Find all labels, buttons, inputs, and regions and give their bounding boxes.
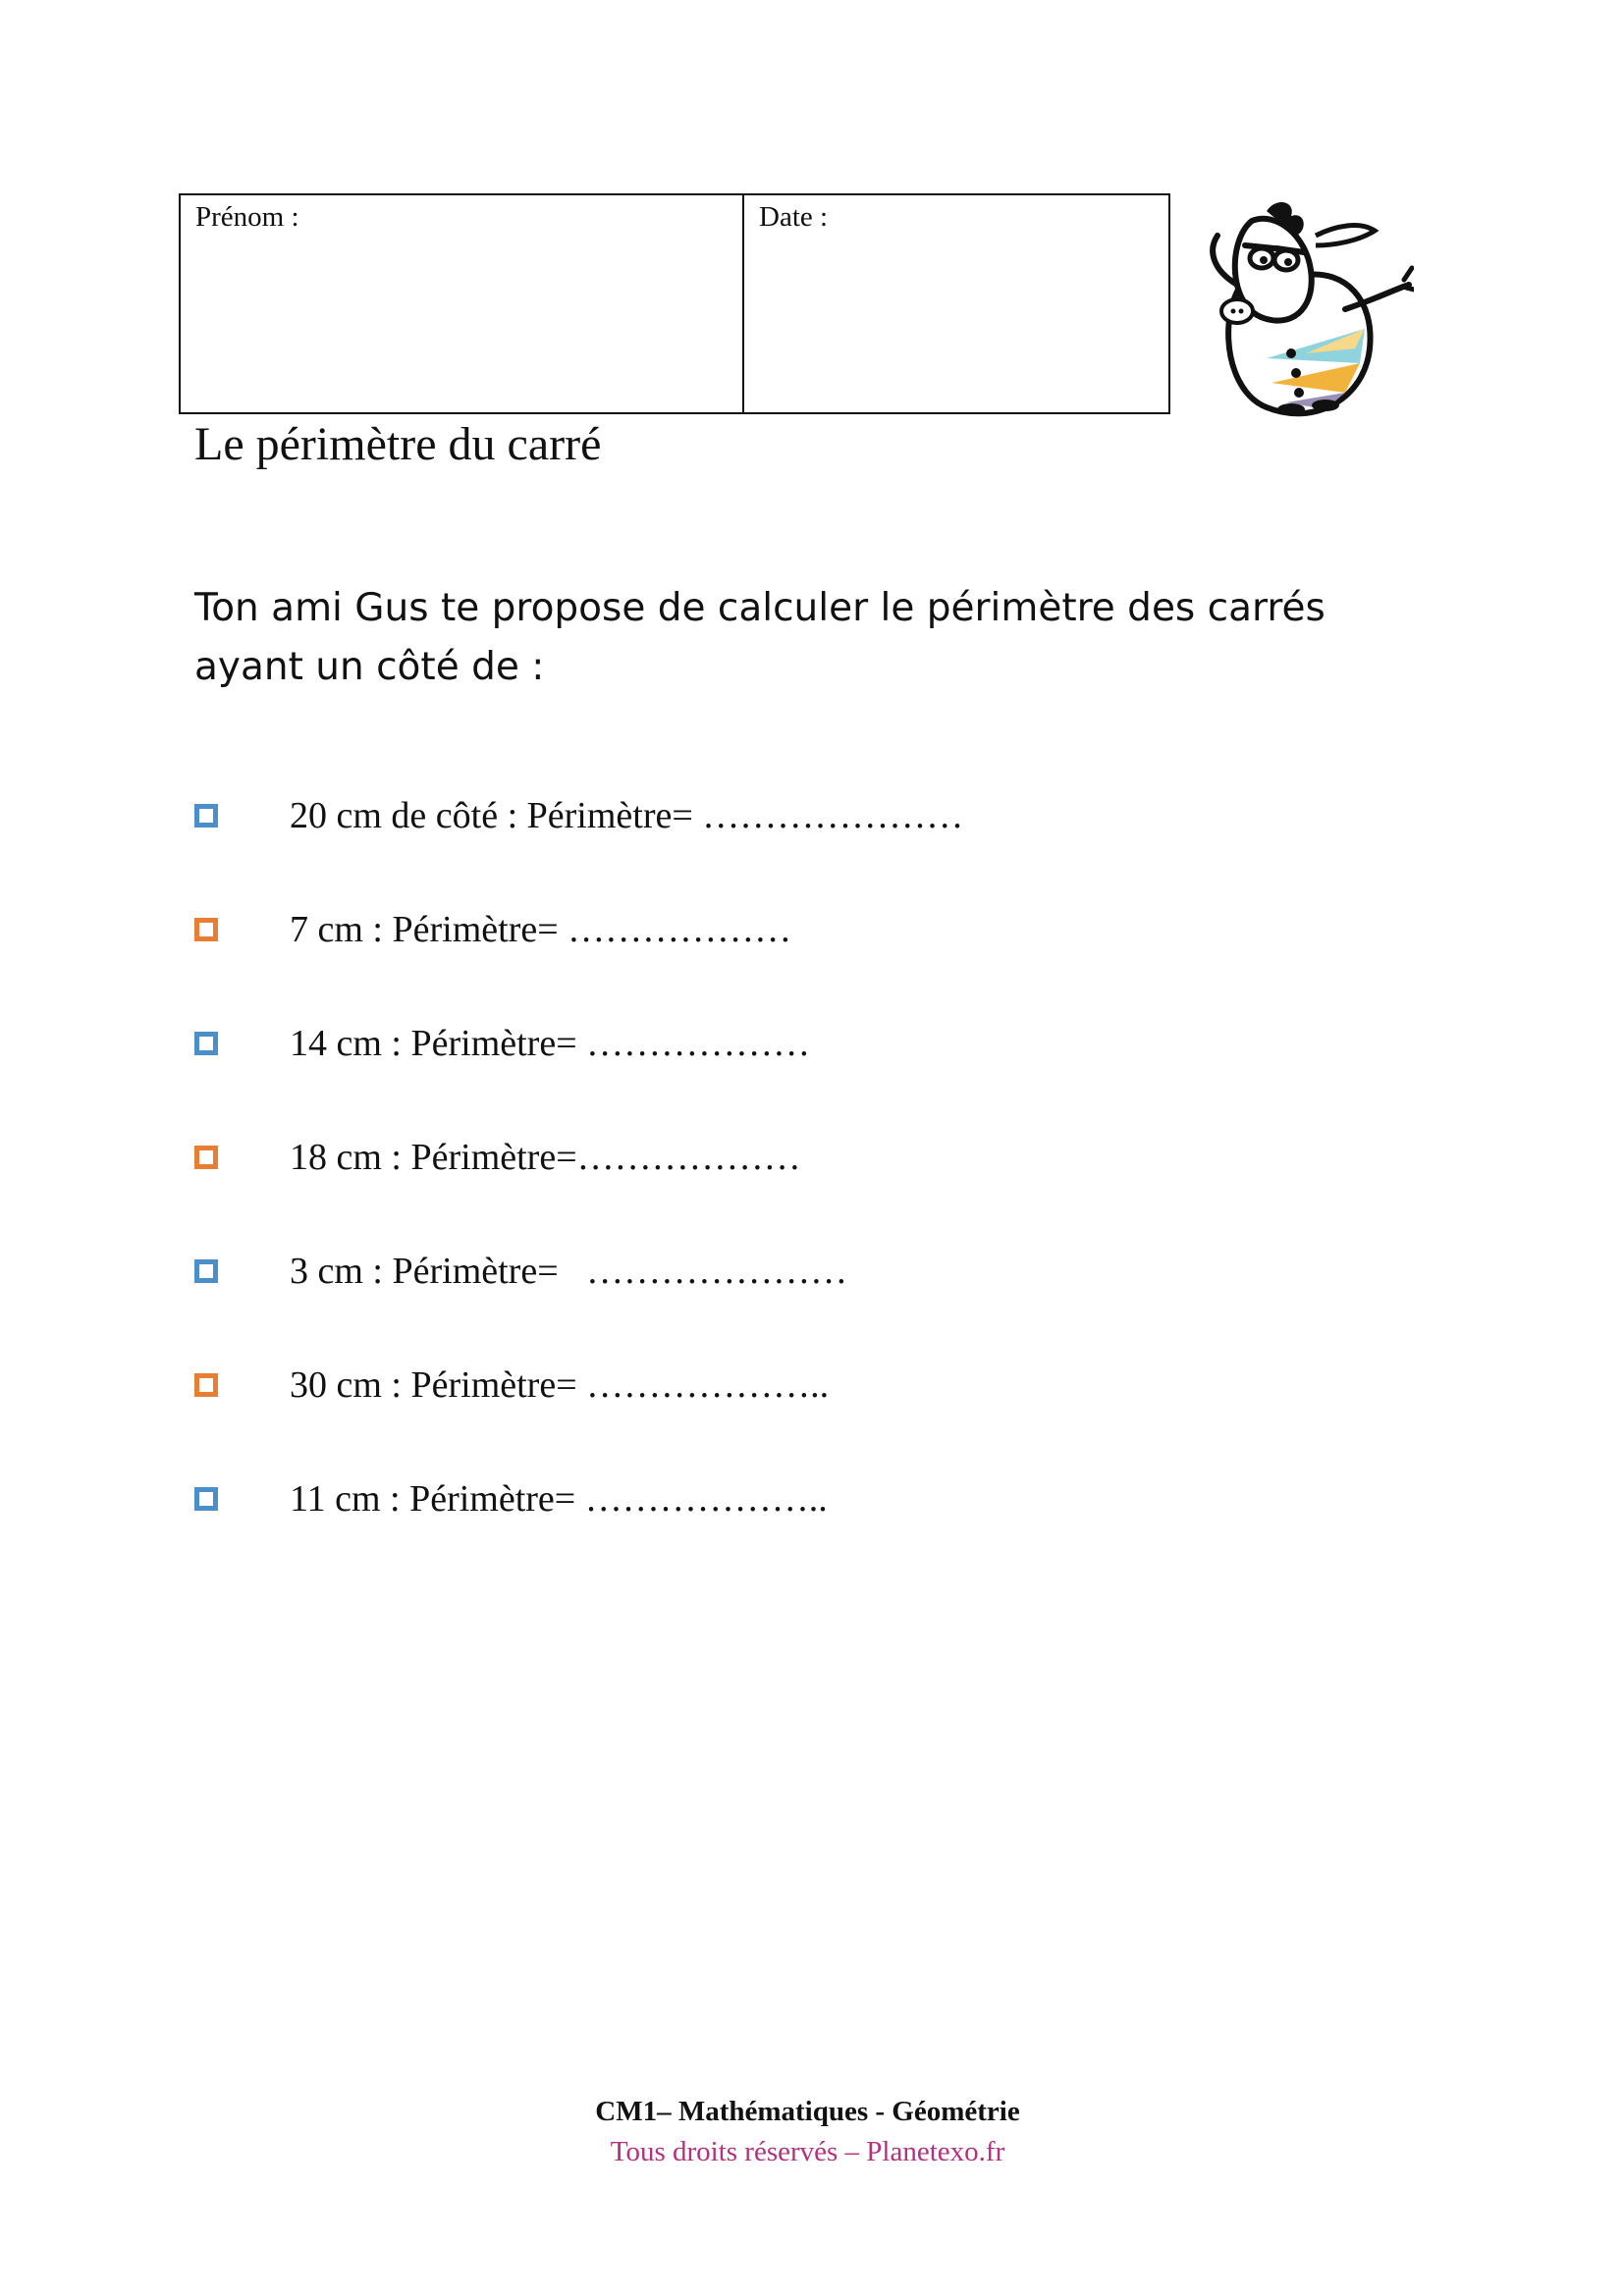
exercise-row bbox=[194, 1019, 810, 1068]
instruction-text: Ton ami Gus te propose de calculer le périmètre des carrés ayant un côté de : bbox=[194, 586, 1325, 689]
name-label: Prénom : bbox=[195, 201, 299, 233]
exercise-text: 14 cm : Périmètre= ……………… bbox=[290, 1023, 811, 1064]
square-bullet-icon bbox=[194, 1259, 218, 1283]
square-bullet-icon bbox=[194, 804, 218, 828]
exercise-row bbox=[194, 791, 963, 840]
exercise-row bbox=[194, 905, 791, 954]
square-bullet-icon bbox=[194, 1373, 218, 1397]
exercise-text: 7 cm : Périmètre= ……………… bbox=[290, 909, 792, 950]
exercise-text: 3 cm : Périmètre= ………………… bbox=[290, 1251, 848, 1292]
sheep-mascot-icon bbox=[1198, 191, 1414, 417]
footer-copyright: Tous droits réservés – Planetexo.fr bbox=[610, 2136, 1005, 2167]
exercise-row bbox=[194, 1474, 828, 1523]
exercise-row bbox=[194, 1361, 829, 1410]
page-title: Le périmètre du carré bbox=[194, 418, 602, 470]
square-bullet-icon bbox=[194, 918, 218, 941]
exercise-text: 18 cm : Périmètre=……………… bbox=[290, 1137, 801, 1178]
exercise-text: 30 cm : Périmètre= ……………….. bbox=[290, 1364, 830, 1406]
date-cell[interactable] bbox=[744, 195, 1168, 412]
square-bullet-icon bbox=[194, 1146, 218, 1169]
footer-subject: CM1– Mathématiques - Géométrie bbox=[595, 2096, 1020, 2127]
name-cell[interactable] bbox=[181, 195, 744, 412]
date-label: Date : bbox=[759, 201, 829, 233]
square-bullet-icon bbox=[194, 1487, 218, 1511]
exercise-row bbox=[194, 1133, 801, 1182]
exercise-text: 11 cm : Périmètre= ……………….. bbox=[290, 1478, 828, 1520]
exercise-row bbox=[194, 1247, 847, 1296]
square-bullet-icon bbox=[194, 1032, 218, 1055]
exercise-text: 20 cm de côté : Périmètre= ………………… bbox=[290, 795, 964, 836]
student-info-table bbox=[179, 193, 1170, 414]
